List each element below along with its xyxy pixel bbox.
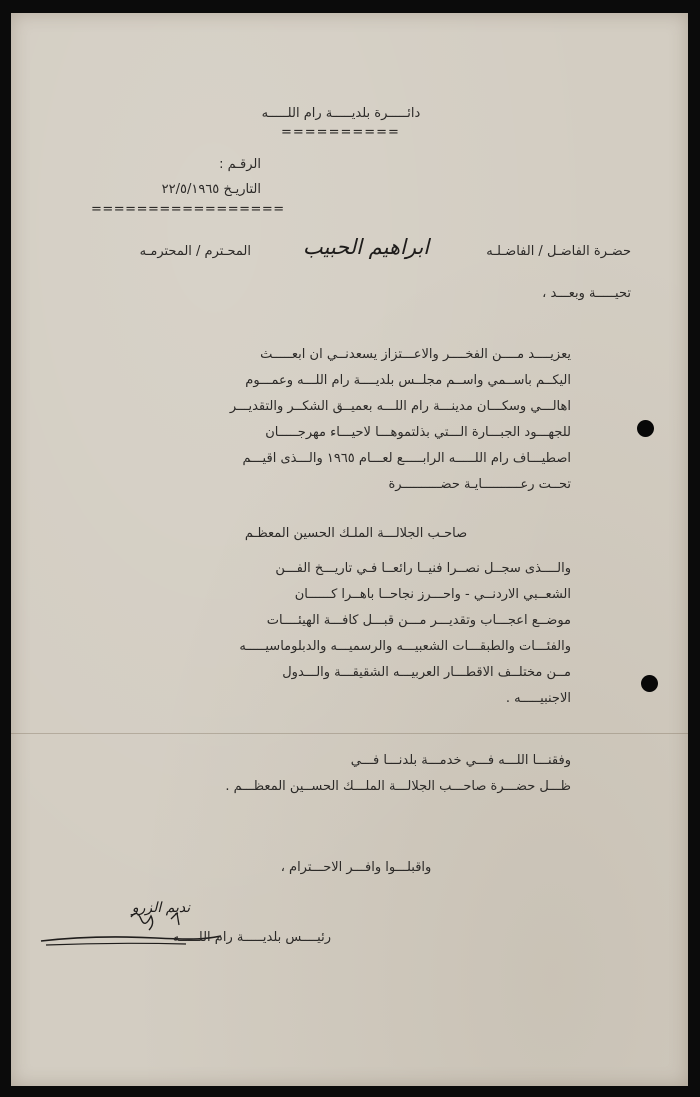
punch-hole-top xyxy=(637,420,654,437)
closing-wish-line-1: وفقنـــا اللـــه فـــي خدمـــة بلدنـــا فـــي xyxy=(350,753,571,768)
handwritten-signature: نديم الزرو xyxy=(131,900,191,916)
paragraph2-line-1: والــــذى سجــل نصــرا فنيــا رائعــا فـي تاريـــخ الفـــن xyxy=(275,561,571,576)
reference-date xyxy=(91,182,261,197)
paragraph2-line-2: الشعــبي الاردنــي - واحـــرز نجاحــا باهــرا كــــــان xyxy=(294,587,571,602)
letter-paper xyxy=(11,13,688,1086)
signatory-title: رئيــــس بلديـــــة رام اللـــــه xyxy=(172,930,331,945)
punch-hole-bottom xyxy=(641,675,658,692)
paragraph1-line-5: اصطيـــاف رام اللـــــه الرابـــــع لعـــام ١٩٦٥ والـــذى اقيـــم xyxy=(242,451,571,466)
letterhead-office: دائـــــرة بلديـــــة رام اللـــــه xyxy=(261,106,421,121)
addressee-prefix: حضـرة الفاضـل / الفاضـلـه xyxy=(486,244,631,259)
paragraph2-line-3: موضــع اعجـــاب وتقديـــر مـــن قبـــل كافـــة الهيئــــات xyxy=(266,613,571,628)
reference-number-label: الرقـم : xyxy=(219,157,261,172)
reference-date-value: ٢٢/٥/١٩٦٥ xyxy=(161,182,220,197)
paragraph1-line-3: اهالـــي وسكـــان مدينـــة رام اللـــه بعميــق الشكــر والتقديـــر xyxy=(229,399,571,414)
letterhead-rule: ========== xyxy=(281,125,400,140)
closing-wish-line-2: ظـــل حضـــرة صاحـــب الجلالـــة الملـــك الحســين المعظـــم . xyxy=(225,779,571,794)
addressee-handwritten-name: ابراهيم الحبيب xyxy=(302,235,430,259)
paragraph1-line-4: للجهـــود الجبـــارة الـــتي بذلتموهـــا لاحيـــاء مهرجـــــان xyxy=(265,425,571,440)
fold-line xyxy=(11,733,688,734)
paragraph1-line-2: اليكــم باســمي واســم مجلــس بلديــــة رام اللـــه وعمـــوم xyxy=(245,373,571,388)
greeting: تحيـــــة وبعـــد ، xyxy=(542,286,631,301)
reference-underline: ================= xyxy=(91,202,285,217)
paragraph2-line-5: مــن مختلــف الاقطـــار العربيـــه الشقيقـــة والـــدول xyxy=(282,665,571,680)
reference-date-label: التاريـخ xyxy=(223,182,261,197)
paragraph1-line-1: يعزيــــد مــــن الفخــــر والاعـــتزاز يسعدنــي ان ابعـــــث xyxy=(260,347,571,362)
paragraph1-line-6: تحــت رعــــــــــايـة حضــــــــــرة xyxy=(388,477,571,492)
addressee-suffix: المحـترم / المحترمـه xyxy=(139,244,251,259)
paragraph2-line-6: الاجنبيـــــه . xyxy=(505,691,571,706)
sign-off: واقبلـــوا وافـــر الاحـــترام ، xyxy=(280,860,432,875)
honoree: صاحـب الجلالـــة الملـك الحسين المعظـم xyxy=(244,526,468,541)
paragraph2-line-4: والفئـــات والطبقـــات الشعبيـــه والرسميـــه والدبلوماسيـــــه xyxy=(239,639,571,654)
